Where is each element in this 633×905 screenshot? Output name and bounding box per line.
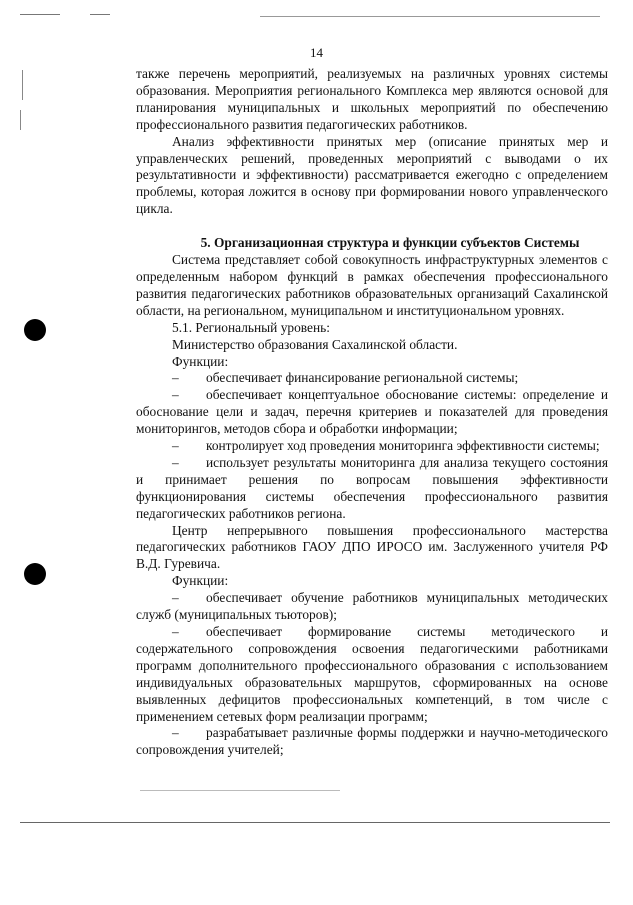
page-number: 14: [310, 45, 323, 60]
paragraph: Система представляет собой совокупность инфраструктурных элементов с определенным набором функций в рамках обеспечения профессионального развития педагогических работников образовательных организаций Сахалинской области, на региональном, муниципальном и институциональном уровнях.: [136, 252, 608, 318]
paragraph: Центр непрерывного повышения профессионального мастерства педагогических работников ГАОУ ДПО ИРОСО им. Заслуженного учителя РФ В.Д. Гуревича.: [136, 522, 608, 572]
dash-marker: –: [172, 387, 179, 403]
dash-marker: –: [172, 590, 179, 606]
paragraph: Функции:: [172, 353, 229, 369]
list-item: [136, 725, 608, 759]
list-item: [136, 624, 608, 725]
punch-hole: [24, 319, 46, 341]
list-item-text: обеспечивает формирование системы методического и содержательного сопровождения освоения педагогическими работниками программ дополнительного профессионального образования с использованием индивидуальных образовательных маршрутов, сформированных на основе выявленных дефицитов профессиональных компетенций, в том числе с применением сетевых форм реализации программ;: [136, 624, 608, 724]
list-item-text: обеспечивает финансирование региональной системы;: [206, 370, 519, 386]
list-item: [136, 370, 608, 387]
list-item: [136, 387, 608, 438]
dash-marker: –: [172, 624, 179, 639]
paragraph: Анализ эффективности принятых мер (описание принятых мер и управленческих решений, проведенных мероприятий с выводами о их результативности и эффективности) рассматривается ежегодно с определением проблемы, которая ложится в основу при формировании нового управленческого цикла.: [136, 133, 608, 217]
scan-line-bottom: [20, 822, 610, 823]
dash-marker: –: [172, 454, 179, 470]
list-item: [136, 438, 608, 455]
paragraph: Министерство образования Сахалинской области.: [172, 336, 458, 352]
list-item-text: обеспечивает обучение работников муниципальных методических служб (муниципальных тьюторов);: [136, 590, 608, 623]
list-item: [136, 455, 608, 523]
list-item-text: обеспечивает концептуальное обоснование системы: определение и обоснование цели и задач, перечня критериев и показателей для проведения мониторингов, методов сбора и обработки информации;: [136, 387, 608, 437]
paragraph: также перечень мероприятий, реализуемых на различных уровнях системы образования. Мероприятия регионального Комплекса мер являются основой для планирования муниципальных и школьных мероприятий по обеспечению профессионального развития педагогических работников.: [136, 66, 608, 132]
dash-marker: –: [172, 370, 179, 386]
paragraph: 5.1. Региональный уровень:: [172, 319, 330, 335]
scan-margin-mark: [20, 110, 21, 130]
scan-margin-mark: [22, 70, 23, 100]
scan-line-bottom: [140, 790, 340, 791]
scan-line-top: [20, 14, 60, 15]
dash-marker: –: [172, 725, 179, 741]
document-body: [136, 66, 608, 759]
scan-line-top: [260, 16, 600, 17]
paragraph: Функции:: [172, 573, 229, 589]
list-item-text: использует результаты мониторинга для анализа текущего состояния и принимает решения по вопросам повышения эффективности функционирования системы обеспечения профессионального развития педагогических работников региона.: [136, 454, 608, 521]
list-item-text: контролирует ход проведения мониторинга эффективности системы;: [206, 438, 600, 454]
list-item-text: разрабатывает различные формы поддержки и научно-методического сопровождения учителей;: [136, 725, 608, 758]
list-item: [136, 590, 608, 624]
punch-hole: [24, 563, 46, 585]
section-heading: 5. Организационная структура и функции субъектов Системы: [200, 235, 580, 251]
dash-marker: –: [172, 438, 179, 454]
scan-line-top: [90, 14, 110, 15]
